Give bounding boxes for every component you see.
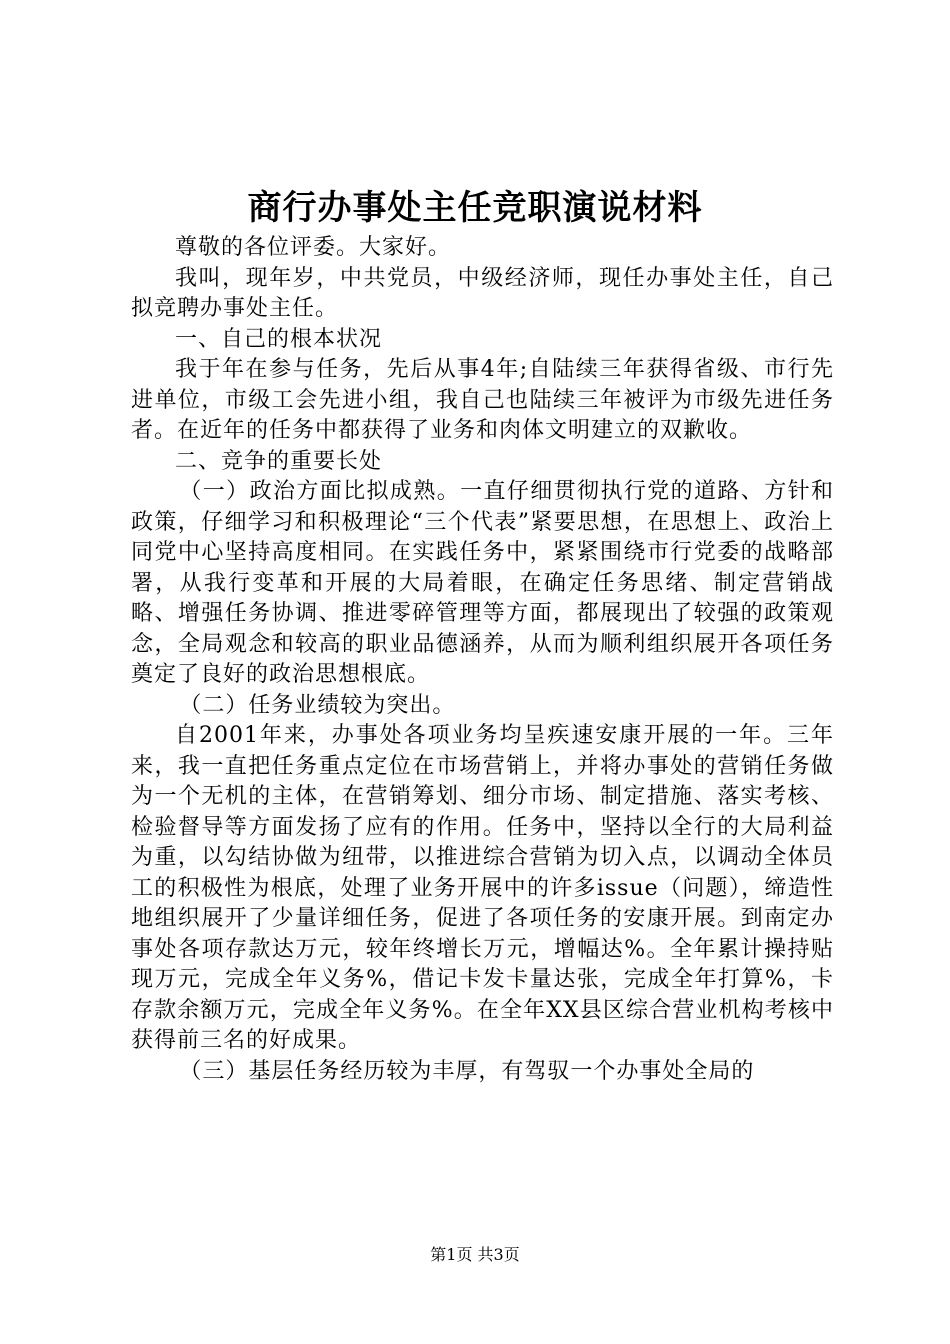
paragraph-grassroots-experience: （三）基层任务经历较为丰厚，有驾驭一个办事处全局的 <box>179 1058 755 1084</box>
subheading-performance: （二）任务业绩较为突出。 <box>179 692 456 718</box>
paragraph-introduction: 我叫，现年岁，中共党员，中级经济师，现任办事处主任，自己拟竞聘办事处主任。 <box>131 265 834 321</box>
section-heading-strengths: 二、竞争的重要长处 <box>175 448 383 474</box>
paragraph-basic-status: 我于年在参与任务，先后从事4年;自陆续三年获得省级、市行先进单位，市级工会先进小组，我自己也陆续三年被评为市级先进任务者。在近年的任务中都获得了业务和肉体文明建立的双歉收。 <box>131 357 834 443</box>
page-title: 商行办事处主任竞职演说材料 <box>247 188 703 228</box>
section-heading-basic-status: 一、自己的根本状况 <box>175 326 383 352</box>
page-footer: 第1页 共3页 <box>430 1245 520 1264</box>
paragraph-political-maturity: （一）政治方面比拟成熟。一直仔细贯彻执行党的道路、方针和政策，仔细学习和积极理论“三个代表”紧要思想，在思想上、政治上同党中心坚持高度相同。在实践任务中，紧紧围绕市行党委的战略部署，从我行变革和开展的大局着眼，在确定任务思绪、制定营销战略、增强任务协调、推进零碎管理等方面，都展现出了较强的政策观念，全局观念和较高的职业品德涵养，从而为顺利组织展开各项任务奠定了良好的政治思想根底。 <box>131 479 834 687</box>
paragraph-performance: 自2001年来，办事处各项业务均呈疾速安康开展的一年。三年来，我一直把任务重点定位在市场营销上，并将办事处的营销任务做为一个无机的主体，在营销筹划、细分市场、制定措施、落实考核、检验督导等方面发扬了应有的作用。任务中，坚持以全行的大局利益为重，以勾结协做为纽带，以推进综合营销为切入点，以调动全体员工的积极性为根底，处理了业务开展中的许多issue（问题），缔造性地组织展开了少量详细任务，促进了各项任务的安康开展。到南定办事处各项存款达万元，较年终增长万元，增幅达%。全年累计操持贴现万元，完成全年义务%，借记卡发卡量达张，完成全年打算%，卡存款余额万元，完成全年义务%。在全年XX县区综合营业机构考核中获得前三名的好成果。 <box>131 723 834 1053</box>
paragraph-greeting: 尊敬的各位评委。大家好。 <box>175 235 452 260</box>
document-body <box>131 233 834 1087</box>
